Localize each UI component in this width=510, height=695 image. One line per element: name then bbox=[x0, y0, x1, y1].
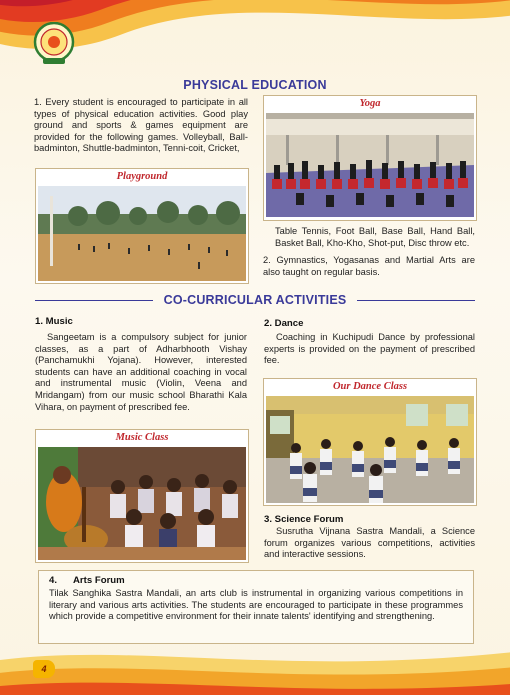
arts-forum-heading: Arts Forum bbox=[73, 575, 125, 586]
school-logo bbox=[33, 22, 75, 66]
science-forum-text: Susrutha Vijnana Sastra Mandali, a Science forum organizes various competitions, activities and interactive sessions. bbox=[264, 526, 475, 560]
playground-photo-box bbox=[35, 168, 249, 284]
music-heading: 1. Music bbox=[35, 316, 73, 327]
playground-caption: Playground bbox=[116, 171, 168, 182]
top-swoosh-decoration bbox=[0, 0, 510, 60]
section-divider-left bbox=[35, 300, 153, 301]
bottom-swoosh-decoration bbox=[0, 625, 510, 695]
music-class-caption: Music Class bbox=[115, 432, 169, 443]
dance-class-photo bbox=[266, 396, 474, 503]
arts-forum-heading-number: 4. bbox=[49, 575, 58, 586]
science-forum-heading: 3. Science Forum bbox=[264, 514, 344, 525]
music-text: Sangeetam is a compulsory subject for junior classes, as a part of Adharbhooth Vishay (Panchamukhi Yojana). However, interested students can have an additional coaching in vocal and instrumental music (Violin, Veena and Mridangam) from our music school Bharathi Kala Vihara, on payment of prescribed fee. bbox=[35, 332, 247, 412]
dance-text: Coaching in Kuchipudi Dance by professional experts is provided on the payment of prescribed fee. bbox=[264, 332, 475, 366]
section-divider-right bbox=[357, 300, 475, 301]
music-class-photo bbox=[38, 447, 246, 560]
yoga-photo-box bbox=[263, 95, 477, 221]
playground-photo bbox=[38, 186, 246, 281]
arts-forum-text: Tilak Sanghika Sastra Mandali, an arts club is instrumental in organizing various competitions in literary and various arts activities. The students are encouraged to participate in these programmes which provide a competitive environment for their innate talents' identifying and strengthening. bbox=[49, 588, 463, 622]
physical-education-paragraph-1: 1. Every student is encouraged to participate in all types of physical education activities. Good play ground and sports & games equipment are provided for the following games. Volleyball, Ball-badminton, Shuttle-badminton, Tenni-coit, Cricket, bbox=[34, 97, 248, 154]
physical-education-paragraph-1-continued: Table Tennis, Foot Ball, Base Ball, Hand Ball, Basket Ball, Kho-Kho, Shot-put, Disc throw etc. bbox=[275, 226, 475, 248]
co-curricular-title: CO-CURRICULAR ACTIVITIES bbox=[163, 293, 347, 307]
physical-education-title: PHYSICAL EDUCATION bbox=[183, 78, 327, 92]
dance-heading: 2. Dance bbox=[264, 318, 304, 329]
dance-class-caption: Our Dance Class bbox=[332, 381, 408, 392]
physical-education-paragraph-2: 2. Gymnastics, Yogasanas and Martial Arts are also taught on regular basis. bbox=[263, 255, 475, 277]
yoga-photo bbox=[266, 113, 474, 217]
page-number: 4 bbox=[33, 660, 55, 678]
music-class-photo-box bbox=[35, 429, 249, 563]
dance-class-photo-box bbox=[263, 378, 477, 506]
yoga-caption: Yoga bbox=[359, 98, 381, 109]
